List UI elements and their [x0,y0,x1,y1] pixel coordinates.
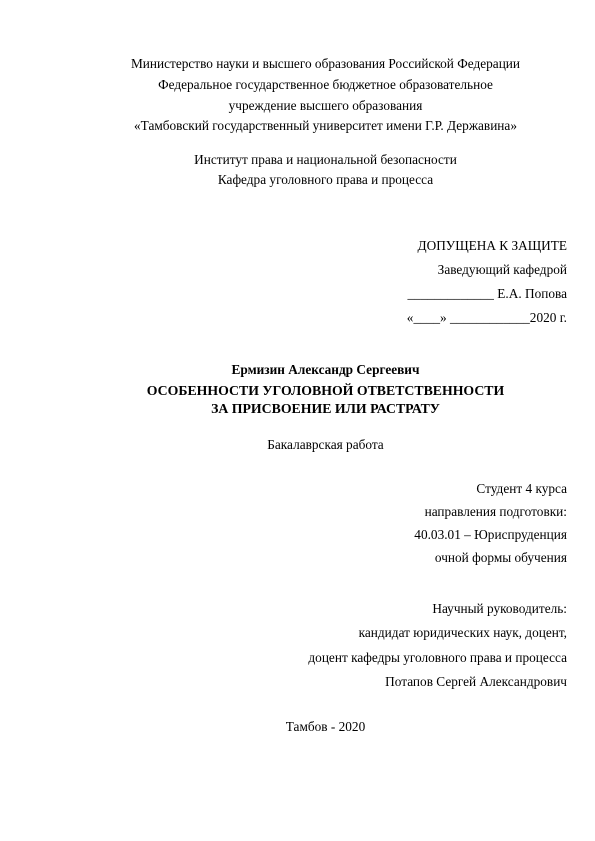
approval-date: «____» ____________2020 г. [406,310,567,325]
city-year: Тамбов - 2020 [285,719,366,734]
supervisor-position: доцент кафедры уголовного права и процесса [308,650,567,665]
approval-heading: ДОПУЩЕНА К ЗАЩИТЕ [417,238,567,253]
work-type: Бакалаврская работа [267,437,384,452]
student-direction: 40.03.01 – Юриспруденция [414,527,567,542]
chair-name: Кафедра уголовного права и процесса [217,172,434,187]
supervisor-degree: кандидат юридических наук, доцент, [358,625,567,640]
ministry-line: Министерство науки и высшего образования Российской Федерации [130,56,521,71]
work-title-line-2: ЗА ПРИСВОЕНИЕ ИЛИ РАСТРАТУ [211,401,440,416]
student-study-form: очной формы обучения [434,550,567,565]
approval-role: Заведующий кафедрой [437,262,567,277]
institution-line-2: учреждение высшего образования [228,98,423,113]
institute-name: Институт права и национальной безопасности [194,152,457,167]
work-title-line-1: ОСОБЕННОСТИ УГОЛОВНОЙ ОТВЕТСТВЕННОСТИ [146,383,505,398]
student-direction-label: направления подготовки: [424,504,567,519]
student-course: Студент 4 курса [476,481,567,496]
supervisor-label: Научный руководитель: [432,601,567,616]
institution-line-1: Федеральное государственное бюджетное образовательное [158,77,493,92]
author-name: Ермизин Александр Сергеевич [231,362,420,377]
university-name: «Тамбовский государственный университет имени Г.Р. Державина» [134,118,517,133]
supervisor-name: Потапов Сергей Александрович [385,674,567,689]
approval-signature: _____________ Е.А. Попова [407,286,567,301]
